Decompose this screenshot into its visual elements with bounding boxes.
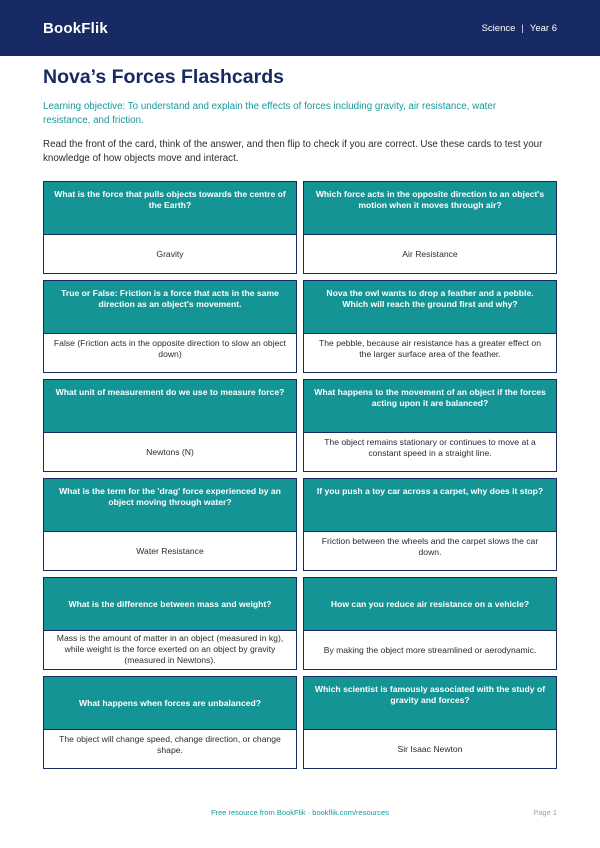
breadcrumb-year[interactable]: Year 6 xyxy=(529,22,557,34)
card-answer: The pebble, because air resistance has a greater effect on the larger surface area of the feather. xyxy=(304,333,556,373)
card-question: What happens when forces are unbalanced? xyxy=(44,677,296,729)
flashcard[interactable] xyxy=(43,379,297,472)
page-number: Page 1 xyxy=(533,808,557,817)
card-answer: Friction between the wheels and the carpet slows the car down. xyxy=(304,531,556,571)
flashcard[interactable] xyxy=(43,280,297,373)
flashcard[interactable] xyxy=(303,676,557,769)
card-answer: By making the object more streamlined or aerodynamic. xyxy=(304,630,556,670)
card-question: What is the term for the 'drag' force experienced by an object moving through water? xyxy=(44,479,296,531)
card-question: How can you reduce air resistance on a vehicle? xyxy=(304,578,556,630)
card-answer: False (Friction acts in the opposite direction to slow an object down) xyxy=(44,333,296,373)
card-question: Which force acts in the opposite direction to an object's motion when it moves through air? xyxy=(304,182,556,234)
learning-objective: Learning objective: To understand and explain the effects of forces including gravity, air resistance, water resistance, and friction. xyxy=(43,101,497,126)
breadcrumb-subject[interactable]: Science xyxy=(481,22,516,34)
card-question: What is the difference between mass and weight? xyxy=(44,578,296,630)
page-title: Nova’s Forces Flashcards xyxy=(43,66,284,88)
flashcard[interactable] xyxy=(303,577,557,670)
flashcard[interactable] xyxy=(43,181,297,274)
card-answer: The object remains stationary or continues to move at a constant speed in a straight line. xyxy=(304,432,556,472)
card-question: What unit of measurement do we use to measure force? xyxy=(44,380,296,432)
card-question: Which scientist is famously associated with the study of gravity and forces? xyxy=(304,677,556,729)
card-question: Nova the owl wants to drop a feather and a pebble. Which will reach the ground first and why? xyxy=(304,281,556,333)
flashcard[interactable] xyxy=(303,478,557,571)
breadcrumb xyxy=(482,23,557,34)
flashcard[interactable] xyxy=(43,577,297,670)
card-question: True or False: Friction is a force that acts in the same direction as an object's movement. xyxy=(44,281,296,333)
flashcard[interactable] xyxy=(303,379,557,472)
top-bar xyxy=(0,0,600,56)
card-answer: Gravity xyxy=(44,234,296,274)
flashcard[interactable] xyxy=(43,676,297,769)
card-question: What is the force that pulls objects towards the centre of the Earth? xyxy=(44,182,296,234)
brand-logo[interactable]: BookFlik xyxy=(43,19,108,37)
instructions: Read the front of the card, think of the answer, and then flip to check if you are correct. Use these cards to test your knowledge of how objects move and interact. xyxy=(43,139,543,164)
flashcard[interactable] xyxy=(303,181,557,274)
card-question: What happens to the movement of an object if the forces acting upon it are balanced? xyxy=(304,380,556,432)
card-answer: Newtons (N) xyxy=(44,432,296,472)
card-answer: The object will change speed, change direction, or change shape. xyxy=(44,729,296,769)
card-answer: Water Resistance xyxy=(44,531,296,571)
card-answer: Sir Isaac Newton xyxy=(304,729,556,769)
card-question: If you push a toy car across a carpet, why does it stop? xyxy=(304,479,556,531)
card-answer: Air Resistance xyxy=(304,234,556,274)
flashcard[interactable] xyxy=(43,478,297,571)
card-answer: Mass is the amount of matter in an object (measured in kg), while weight is the force exerted on an object by gravity (measured in Newtons). xyxy=(44,630,296,670)
breadcrumb-separator: | xyxy=(521,22,524,34)
flashcard[interactable] xyxy=(303,280,557,373)
footer-source-link[interactable]: Free resource from BookFlik · bookflik.com/resources xyxy=(211,808,389,817)
